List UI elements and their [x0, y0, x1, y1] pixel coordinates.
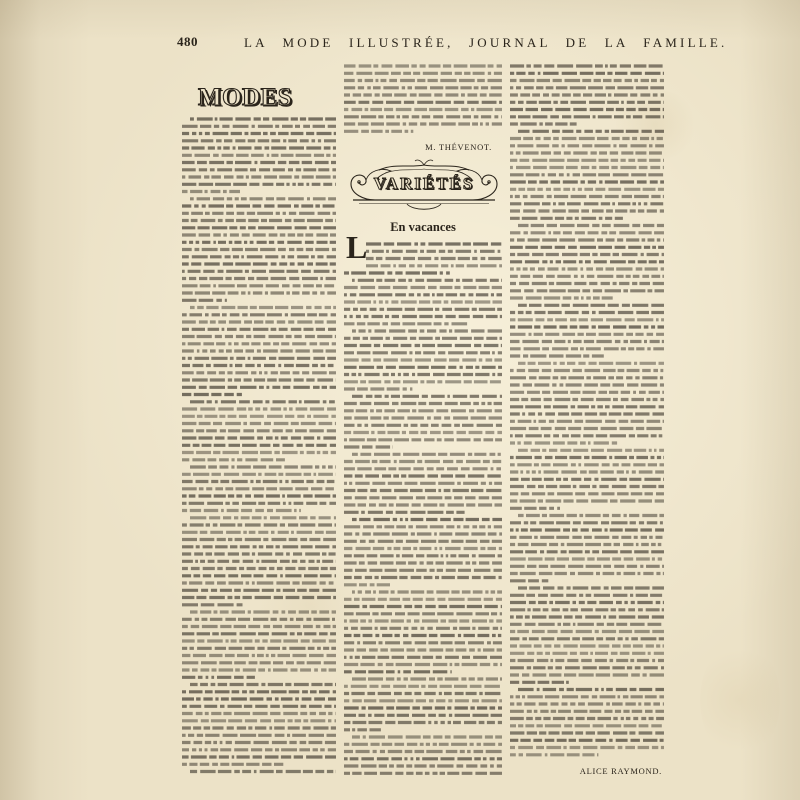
ornament-top-ribbon-inner — [385, 169, 463, 173]
author-signature-modes: M. THÉVENOT. — [425, 142, 492, 152]
drop-cap-initial: L — [346, 229, 368, 265]
article-column-middle-text — [344, 244, 502, 773]
varietes-banner-title: VARIÉTÉS — [373, 174, 475, 193]
section-title-modes: MODES — [198, 84, 293, 111]
article-title: En vacances — [390, 220, 456, 234]
varietes-banner — [345, 157, 503, 212]
ornament-sprig-top — [415, 160, 433, 165]
modes-column-middle-text — [344, 66, 502, 131]
page-number: 480 — [177, 34, 198, 49]
author-signature-varietes: ALICE RAYMOND. — [579, 766, 662, 776]
modes-column-left-text — [182, 119, 336, 772]
journal-running-title: LA MODE ILLUSTRÉE, JOURNAL DE LA FAMILLE. — [244, 35, 728, 50]
ornament-bottom-swag — [407, 204, 441, 209]
article-column-right-text — [510, 66, 664, 755]
